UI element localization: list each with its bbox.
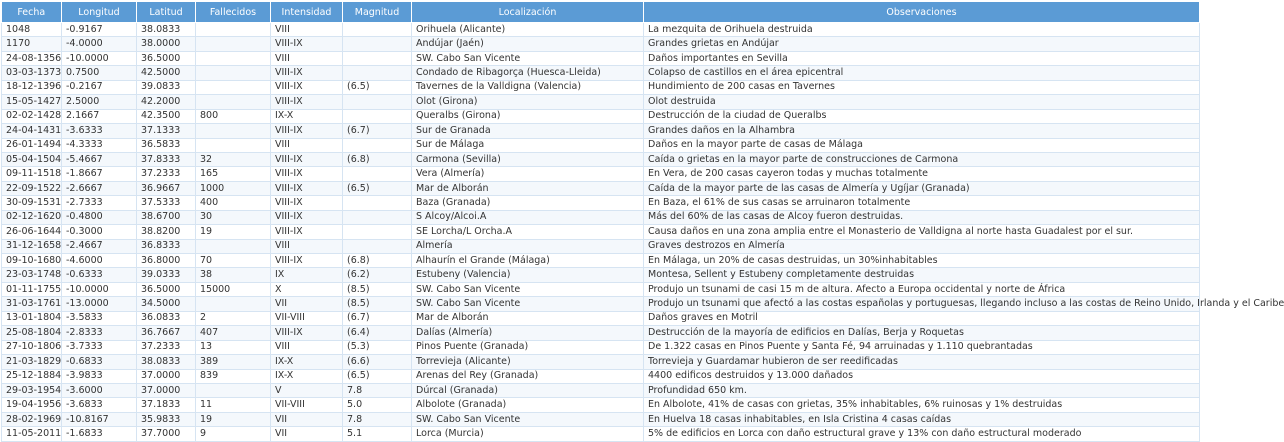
cell-localizacion: Andújar (Jaén): [412, 37, 644, 51]
cell-latitud: 37.0000: [137, 369, 196, 383]
table-row[interactable]: [2, 369, 1200, 383]
cell-longitud: -1.8667: [62, 167, 137, 181]
cell-magnitud: (6.8): [343, 254, 412, 268]
cell-longitud: -2.6667: [62, 181, 137, 195]
cell-localizacion: SW. Cabo San Vicente: [412, 51, 644, 65]
cell-observaciones: En Huelva 18 casas inhabitables, en Isla Cristina 4 casas caídas: [644, 412, 1200, 426]
column-header-intensidad[interactable]: Intensidad: [271, 2, 343, 23]
cell-longitud: 0.7500: [62, 66, 137, 80]
cell-fallecidos: 800: [196, 109, 271, 123]
cell-fecha: 02-12-1620: [2, 210, 62, 224]
table-row[interactable]: [2, 297, 1200, 311]
cell-fallecidos: [196, 95, 271, 109]
cell-fallecidos: 15000: [196, 282, 271, 296]
cell-intensidad: VIII: [271, 138, 343, 152]
cell-observaciones: Caída o grietas en la mayor parte de construcciones de Carmona: [644, 152, 1200, 166]
cell-localizacion: Albolote (Granada): [412, 398, 644, 412]
cell-observaciones: Produjo un tsunami de casi 15 m de altura. Afecto a Europa occidental y norte de África: [644, 282, 1200, 296]
cell-intensidad: VIII-IX: [271, 254, 343, 268]
cell-longitud: -4.6000: [62, 254, 137, 268]
cell-fecha: 24-08-1356: [2, 51, 62, 65]
cell-fecha: 26-06-1644: [2, 225, 62, 239]
cell-localizacion: S Alcoy/Alcoi.A: [412, 210, 644, 224]
cell-fecha: 15-05-1427: [2, 95, 62, 109]
cell-fecha: 21-03-1829: [2, 355, 62, 369]
cell-fallecidos: [196, 239, 271, 253]
cell-localizacion: Torrevieja (Alicante): [412, 355, 644, 369]
cell-latitud: 38.0833: [137, 23, 196, 37]
table-row[interactable]: [2, 340, 1200, 354]
cell-latitud: 37.0000: [137, 383, 196, 397]
cell-observaciones: Destrucción de la ciudad de Queralbs: [644, 109, 1200, 123]
cell-latitud: 37.5333: [137, 196, 196, 210]
cell-intensidad: VIII-IX: [271, 95, 343, 109]
cell-fallecidos: 13: [196, 340, 271, 354]
cell-longitud: -1.6833: [62, 427, 137, 441]
cell-magnitud: (6.7): [343, 124, 412, 138]
cell-fecha: 02-02-1428: [2, 109, 62, 123]
cell-localizacion: Tavernes de la Valldigna (Valencia): [412, 80, 644, 94]
cell-intensidad: VII: [271, 412, 343, 426]
cell-intensidad: IX: [271, 268, 343, 282]
cell-fallecidos: 11: [196, 398, 271, 412]
cell-fecha: 26-01-1494: [2, 138, 62, 152]
cell-observaciones: Profundidad 650 km.: [644, 383, 1200, 397]
table-row[interactable]: [2, 383, 1200, 397]
cell-observaciones: Olot destruida: [644, 95, 1200, 109]
cell-observaciones: Montesa, Sellent y Estubeny completamente destruidas: [644, 268, 1200, 282]
cell-magnitud: [343, 239, 412, 253]
cell-latitud: 42.5000: [137, 66, 196, 80]
cell-fecha: 18-12-1396: [2, 80, 62, 94]
cell-fallecidos: [196, 37, 271, 51]
cell-longitud: -10.8167: [62, 412, 137, 426]
cell-magnitud: [343, 66, 412, 80]
cell-longitud: -0.3000: [62, 225, 137, 239]
cell-latitud: 37.1333: [137, 124, 196, 138]
cell-localizacion: Queralbs (Girona): [412, 109, 644, 123]
table-row[interactable]: [2, 23, 1200, 37]
cell-magnitud: (6.6): [343, 355, 412, 369]
cell-intensidad: VIII-IX: [271, 152, 343, 166]
cell-magnitud: (8.5): [343, 297, 412, 311]
table-row[interactable]: [2, 268, 1200, 282]
cell-fecha: 25-08-1804: [2, 326, 62, 340]
cell-latitud: 38.8200: [137, 225, 196, 239]
cell-longitud: -0.4800: [62, 210, 137, 224]
cell-fecha: 28-02-1969: [2, 412, 62, 426]
cell-magnitud: [343, 196, 412, 210]
cell-latitud: 37.7000: [137, 427, 196, 441]
cell-latitud: 39.0333: [137, 268, 196, 282]
table-row[interactable]: [2, 196, 1200, 210]
table-row[interactable]: [2, 152, 1200, 166]
cell-observaciones: Causa daños en una zona amplia entre el Monasterio de Valldigna al norte hasta Guadalest por el sur.: [644, 225, 1200, 239]
table-row[interactable]: [2, 37, 1200, 51]
cell-latitud: 36.8000: [137, 254, 196, 268]
table-row[interactable]: [2, 412, 1200, 426]
cell-fecha: 23-03-1748: [2, 268, 62, 282]
cell-observaciones: La mezquita de Orihuela destruida: [644, 23, 1200, 37]
cell-magnitud: [343, 37, 412, 51]
cell-fecha: 1048: [2, 23, 62, 37]
cell-observaciones: Torrevieja y Guardamar hubieron de ser reedificadas: [644, 355, 1200, 369]
cell-longitud: -0.9167: [62, 23, 137, 37]
cell-intensidad: VIII-IX: [271, 326, 343, 340]
table-row[interactable]: [2, 66, 1200, 80]
cell-magnitud: [343, 23, 412, 37]
cell-observaciones: Caída de la mayor parte de las casas de Almería y Ugíjar (Granada): [644, 181, 1200, 195]
cell-fecha: 03-03-1373: [2, 66, 62, 80]
cell-observaciones: Hundimiento de 200 casas en Tavernes: [644, 80, 1200, 94]
cell-observaciones: Grandes grietas en Andújar: [644, 37, 1200, 51]
cell-fallecidos: 32: [196, 152, 271, 166]
cell-intensidad: VIII-IX: [271, 66, 343, 80]
cell-intensidad: VIII-IX: [271, 181, 343, 195]
cell-latitud: 42.2000: [137, 95, 196, 109]
cell-fallecidos: 839: [196, 369, 271, 383]
column-header-localizacion[interactable]: Localización: [412, 2, 644, 23]
cell-intensidad: VIII-IX: [271, 196, 343, 210]
cell-latitud: 36.9667: [137, 181, 196, 195]
cell-localizacion: Vera (Almería): [412, 167, 644, 181]
cell-latitud: 37.1833: [137, 398, 196, 412]
cell-longitud: -10.0000: [62, 282, 137, 296]
cell-latitud: 42.3500: [137, 109, 196, 123]
cell-observaciones: Grandes daños en la Alhambra: [644, 124, 1200, 138]
table-row[interactable]: [2, 181, 1200, 195]
column-header-magnitud[interactable]: Magnitud: [343, 2, 412, 23]
cell-fallecidos: [196, 23, 271, 37]
cell-localizacion: SW. Cabo San Vicente: [412, 297, 644, 311]
cell-localizacion: SW. Cabo San Vicente: [412, 412, 644, 426]
cell-fallecidos: [196, 383, 271, 397]
cell-observaciones: De 1.322 casas en Pinos Puente y Santa Fé, 94 arruinadas y 1.110 quebrantadas: [644, 340, 1200, 354]
cell-localizacion: Estubeny (Valencia): [412, 268, 644, 282]
cell-localizacion: Alhaurín el Grande (Málaga): [412, 254, 644, 268]
cell-fallecidos: [196, 51, 271, 65]
cell-localizacion: Orihuela (Alicante): [412, 23, 644, 37]
cell-magnitud: (6.2): [343, 268, 412, 282]
cell-observaciones: Graves destrozos en Almería: [644, 239, 1200, 253]
cell-longitud: -0.6333: [62, 268, 137, 282]
cell-localizacion: SE Lorcha/L Orcha.A: [412, 225, 644, 239]
table-row[interactable]: [2, 80, 1200, 94]
cell-observaciones: Produjo un tsunami que afectó a las costas españolas y portuguesas, llegando incluso a las costas de Reino Unido, Irlanda y el Caribe: [644, 297, 1200, 311]
cell-longitud: -3.6833: [62, 398, 137, 412]
cell-latitud: 38.0000: [137, 37, 196, 51]
cell-intensidad: X: [271, 282, 343, 296]
cell-fecha: 31-12-1658: [2, 239, 62, 253]
cell-localizacion: Condado de Ribagorça (Huesca-Lleida): [412, 66, 644, 80]
cell-localizacion: Olot (Girona): [412, 95, 644, 109]
cell-intensidad: VIII: [271, 23, 343, 37]
cell-latitud: 36.5000: [137, 51, 196, 65]
cell-fallecidos: 389: [196, 355, 271, 369]
cell-fallecidos: 165: [196, 167, 271, 181]
cell-intensidad: VIII: [271, 239, 343, 253]
cell-latitud: 36.0833: [137, 311, 196, 325]
cell-longitud: -3.5833: [62, 311, 137, 325]
table-row[interactable]: [2, 355, 1200, 369]
cell-fecha: 29-03-1954: [2, 383, 62, 397]
cell-longitud: -10.0000: [62, 51, 137, 65]
cell-magnitud: [343, 95, 412, 109]
cell-fallecidos: [196, 124, 271, 138]
cell-magnitud: 5.1: [343, 427, 412, 441]
cell-latitud: 36.5833: [137, 138, 196, 152]
cell-fecha: 31-03-1761: [2, 297, 62, 311]
cell-localizacion: Pinos Puente (Granada): [412, 340, 644, 354]
cell-intensidad: VIII-IX: [271, 167, 343, 181]
cell-fecha: 01-11-1755: [2, 282, 62, 296]
cell-localizacion: Carmona (Sevilla): [412, 152, 644, 166]
cell-longitud: -4.3333: [62, 138, 137, 152]
cell-localizacion: Arenas del Rey (Granada): [412, 369, 644, 383]
cell-fallecidos: [196, 80, 271, 94]
cell-magnitud: 5.0: [343, 398, 412, 412]
table-body: [2, 23, 1284, 442]
cell-fallecidos: [196, 297, 271, 311]
cell-observaciones: En Baza, el 61% de sus casas se arruinaron totalmente: [644, 196, 1200, 210]
cell-observaciones: Daños graves en Motril: [644, 311, 1200, 325]
cell-fecha: 30-09-1531: [2, 196, 62, 210]
cell-intensidad: V: [271, 383, 343, 397]
cell-intensidad: VIII: [271, 340, 343, 354]
cell-observaciones: En Vera, de 200 casas cayeron todas y muchas totalmente: [644, 167, 1200, 181]
cell-latitud: 36.7667: [137, 326, 196, 340]
cell-fecha: 09-10-1680: [2, 254, 62, 268]
cell-longitud: -2.7333: [62, 196, 137, 210]
table-row[interactable]: [2, 311, 1200, 325]
cell-fallecidos: 70: [196, 254, 271, 268]
cell-magnitud: (6.5): [343, 80, 412, 94]
cell-longitud: -0.6833: [62, 355, 137, 369]
cell-observaciones: Daños en la mayor parte de casas de Málaga: [644, 138, 1200, 152]
cell-latitud: 39.0833: [137, 80, 196, 94]
table-row[interactable]: [2, 210, 1200, 224]
cell-longitud: 2.1667: [62, 109, 137, 123]
cell-fecha: 22-09-1522: [2, 181, 62, 195]
table-row[interactable]: [2, 326, 1200, 340]
cell-magnitud: (6.5): [343, 369, 412, 383]
cell-latitud: 34.5000: [137, 297, 196, 311]
cell-localizacion: Almería: [412, 239, 644, 253]
cell-magnitud: (5.3): [343, 340, 412, 354]
cell-fecha: 25-12-1884: [2, 369, 62, 383]
column-header-fallecidos[interactable]: Fallecidos: [196, 2, 271, 23]
cell-longitud: -0.2167: [62, 80, 137, 94]
cell-magnitud: (6.4): [343, 326, 412, 340]
cell-localizacion: Sur de Málaga: [412, 138, 644, 152]
cell-fecha: 24-04-1431: [2, 124, 62, 138]
cell-localizacion: Baza (Granada): [412, 196, 644, 210]
table-row[interactable]: [2, 138, 1200, 152]
cell-fallecidos: 2: [196, 311, 271, 325]
cell-fallecidos: [196, 138, 271, 152]
cell-intensidad: VIII: [271, 51, 343, 65]
cell-localizacion: Dalías (Almería): [412, 326, 644, 340]
cell-longitud: -4.0000: [62, 37, 137, 51]
cell-magnitud: [343, 225, 412, 239]
cell-intensidad: IX-X: [271, 369, 343, 383]
cell-magnitud: (6.7): [343, 311, 412, 325]
cell-magnitud: [343, 167, 412, 181]
cell-intensidad: VII: [271, 427, 343, 441]
cell-fecha: 19-04-1956: [2, 398, 62, 412]
cell-fallecidos: 38: [196, 268, 271, 282]
earthquake-table: [1, 2, 1284, 442]
cell-longitud: -2.8333: [62, 326, 137, 340]
cell-fecha: 09-11-1518: [2, 167, 62, 181]
column-header-longitud[interactable]: Longitud: [62, 2, 137, 23]
cell-intensidad: VII-VIII: [271, 311, 343, 325]
cell-magnitud: [343, 109, 412, 123]
cell-observaciones: Destrucción de la mayoría de edificios en Dalías, Berja y Roquetas: [644, 326, 1200, 340]
cell-fecha: 05-04-1504: [2, 152, 62, 166]
cell-longitud: 2.5000: [62, 95, 137, 109]
cell-magnitud: (8.5): [343, 282, 412, 296]
cell-intensidad: IX-X: [271, 355, 343, 369]
cell-latitud: 36.8333: [137, 239, 196, 253]
cell-observaciones: En Albolote, 41% de casas con grietas, 35% inhabitables, 6% ruinosas y 1% destruidas: [644, 398, 1200, 412]
cell-localizacion: Mar de Alborán: [412, 311, 644, 325]
cell-observaciones: En Málaga, un 20% de casas destruidas, un 30%inhabitables: [644, 254, 1200, 268]
cell-latitud: 37.2333: [137, 167, 196, 181]
cell-localizacion: SW. Cabo San Vicente: [412, 282, 644, 296]
cell-fecha: 1170: [2, 37, 62, 51]
cell-longitud: -3.9833: [62, 369, 137, 383]
column-header-observaciones[interactable]: Observaciones: [644, 2, 1200, 23]
cell-intensidad: VIII-IX: [271, 80, 343, 94]
cell-longitud: -3.6000: [62, 383, 137, 397]
cell-localizacion: Sur de Granada: [412, 124, 644, 138]
cell-observaciones: Colapso de castillos en el área epicentral: [644, 66, 1200, 80]
cell-latitud: 38.0833: [137, 355, 196, 369]
cell-fecha: 11-05-2011: [2, 427, 62, 441]
cell-fallecidos: 400: [196, 196, 271, 210]
cell-magnitud: [343, 51, 412, 65]
cell-latitud: 37.8333: [137, 152, 196, 166]
table-header-row: [2, 2, 1200, 23]
cell-fallecidos: 19: [196, 412, 271, 426]
column-header-fecha[interactable]: Fecha: [2, 2, 62, 23]
cell-magnitud: [343, 210, 412, 224]
table-row[interactable]: [2, 282, 1200, 296]
cell-observaciones: Más del 60% de las casas de Alcoy fueron destruidas.: [644, 210, 1200, 224]
cell-latitud: 38.6700: [137, 210, 196, 224]
table-row[interactable]: [2, 239, 1200, 253]
cell-intensidad: VIII-IX: [271, 124, 343, 138]
cell-fallecidos: 30: [196, 210, 271, 224]
cell-intensidad: IX-X: [271, 109, 343, 123]
cell-fallecidos: 1000: [196, 181, 271, 195]
cell-intensidad: VII-VIII: [271, 398, 343, 412]
cell-longitud: -3.6333: [62, 124, 137, 138]
table-row[interactable]: [2, 167, 1200, 181]
cell-intensidad: VIII-IX: [271, 225, 343, 239]
cell-magnitud: (6.8): [343, 152, 412, 166]
cell-fecha: 13-01-1804: [2, 311, 62, 325]
cell-localizacion: Lorca (Murcia): [412, 427, 644, 441]
cell-fallecidos: 407: [196, 326, 271, 340]
table-row[interactable]: [2, 398, 1200, 412]
cell-magnitud: (6.5): [343, 181, 412, 195]
cell-observaciones: 4400 edificos destruidos y 13.000 dañados: [644, 369, 1200, 383]
cell-fallecidos: 9: [196, 427, 271, 441]
table-row[interactable]: [2, 95, 1200, 109]
cell-observaciones: 5% de edificios en Lorca con daño estructural grave y 13% con daño estructural moderado: [644, 427, 1200, 441]
cell-intensidad: VII: [271, 297, 343, 311]
column-header-latitud[interactable]: Latitud: [137, 2, 196, 23]
table-row[interactable]: [2, 109, 1200, 123]
cell-longitud: -13.0000: [62, 297, 137, 311]
cell-fallecidos: [196, 66, 271, 80]
table-row[interactable]: [2, 124, 1200, 138]
table-row[interactable]: [2, 427, 1200, 441]
cell-longitud: -2.4667: [62, 239, 137, 253]
cell-longitud: -3.7333: [62, 340, 137, 354]
cell-localizacion: Dúrcal (Granada): [412, 383, 644, 397]
cell-fallecidos: 19: [196, 225, 271, 239]
table-row[interactable]: [2, 225, 1200, 239]
cell-longitud: -5.4667: [62, 152, 137, 166]
cell-magnitud: [343, 138, 412, 152]
cell-intensidad: VIII-IX: [271, 210, 343, 224]
cell-magnitud: 7.8: [343, 412, 412, 426]
table-row[interactable]: [2, 254, 1200, 268]
cell-magnitud: 7.8: [343, 383, 412, 397]
cell-latitud: 36.5000: [137, 282, 196, 296]
cell-intensidad: VIII-IX: [271, 37, 343, 51]
cell-observaciones: Daños importantes en Sevilla: [644, 51, 1200, 65]
cell-localizacion: Mar de Alborán: [412, 181, 644, 195]
cell-latitud: 37.2333: [137, 340, 196, 354]
cell-latitud: 35.9833: [137, 412, 196, 426]
table-row[interactable]: [2, 51, 1200, 65]
cell-fecha: 27-10-1806: [2, 340, 62, 354]
